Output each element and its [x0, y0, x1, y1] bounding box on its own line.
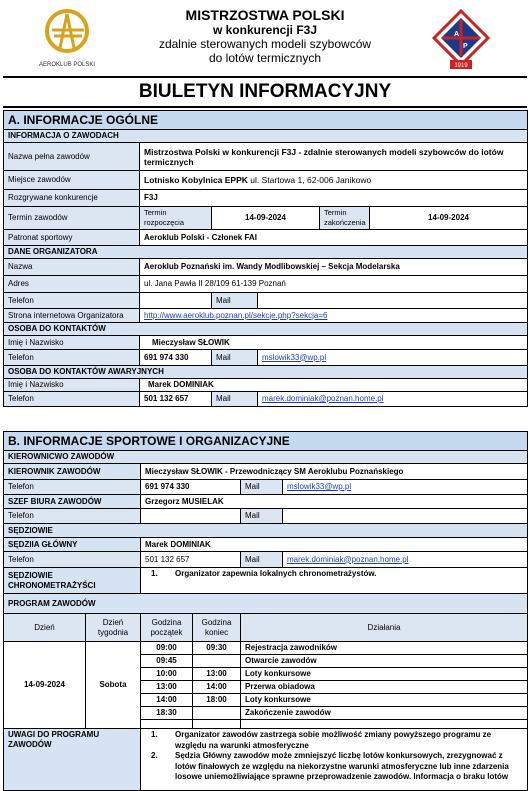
- program-day: 14-09-2024: [4, 642, 86, 729]
- full-name-value: Mistrzostwa Polski w konkurencji F3J - zdalnie sterowanych modeli szybowców do lotów termicznych: [140, 143, 528, 171]
- start-date-value: 14-09-2024: [212, 207, 320, 230]
- remarks-value: 1. Organizator zawodów zastrzega sobie możliwość zmiany powyższego programu ze względu na warunki atmosferyczne 2. Sędzia Główny zawodów może zmniejszyć liczbę lotów konkursowych, zrezygnować z lotów finałowych ze względu na niekorzystne warunki atmosferyczne lub inne zdarzenia losowe uniemożliwiające sprawne przeprowadzenie zawodów. Informacja o braku lotów: [141, 729, 528, 791]
- remarks-label: UWAGI DO PROGRAMU ZAWODÓW: [4, 729, 141, 791]
- program-row: [4, 642, 528, 655]
- title-line2: w konkurencji F3J: [212, 23, 318, 37]
- aeroklub-polski-logo: [32, 6, 102, 70]
- contact-name-label: Imię i Nazwisko: [4, 336, 140, 350]
- timekeepers-value: 1. Organizator zapewnia lokalnych chronometrażystów.: [141, 568, 528, 594]
- management-heading: KIEROWNICWO ZAWODÓW: [4, 451, 528, 464]
- patron-value: Aeroklub Polski - Członek FAI: [140, 230, 528, 246]
- competition-label: Rozgrywane konkurencje: [4, 190, 140, 207]
- chief-judge-value: Marek DOMINIAK: [141, 538, 528, 552]
- website-link[interactable]: http://www.aeroklub.poznan.pl/sekcje.php?sekcja=6: [144, 310, 328, 320]
- office-value: Grzegorz MUSIELAK: [141, 495, 528, 509]
- office-phone-value: [141, 509, 241, 524]
- svg-text:P: P: [463, 43, 468, 50]
- program-end: [193, 655, 241, 668]
- program-action: Otwarcie zawodów: [241, 655, 528, 668]
- program-action: Przerwa obiadowa: [241, 681, 528, 694]
- manager-value: Mieczysław SŁOWIK - Przewodniczący SM Aeroklubu Poznańskiego: [141, 464, 528, 480]
- section-a-title: A. INFORMACJE OGÓLNE: [4, 111, 528, 130]
- place-value: Lotnisko Kobylnica EPPK ul. Startowa 1, 62-006 Janikowo: [140, 171, 528, 190]
- date-label: Termin zawodów: [4, 207, 140, 230]
- office-label: SZEF BIURA ZAWODÓW: [4, 495, 141, 509]
- col-end: Godzina koniec: [193, 614, 241, 642]
- program-end: 14:00: [193, 681, 241, 694]
- program-start: 09:45: [141, 655, 193, 668]
- emergency-name-value: Marek DOMINIAK: [140, 379, 528, 392]
- club-emblem-logo: [430, 8, 492, 70]
- program-action: Rejestracja zawodników: [241, 642, 528, 655]
- manager-phone-value: 691 974 330: [141, 480, 241, 495]
- contact-mail-link[interactable]: mslowik33@wp.pl: [262, 352, 327, 362]
- org-name-label: Nazwa: [4, 259, 140, 276]
- chief-mail-label: Mail: [241, 552, 283, 568]
- program-end: 18:00: [193, 694, 241, 707]
- website-label: Strona internetowa Organizatora: [4, 309, 140, 323]
- program-action: Zakończenie zawodów: [241, 707, 528, 720]
- place-label: Miejsce zawodów: [4, 171, 140, 190]
- end-date-value: 14-09-2024: [370, 207, 528, 230]
- org-address-label: Adres: [4, 276, 140, 293]
- program-start: 13:00: [141, 681, 193, 694]
- chief-phone-label: Telefon: [4, 552, 141, 568]
- section-b-title: B. INFORMACJE SPORTOWE I ORGANIZACYJNE: [4, 432, 528, 451]
- office-mail-label: Mail: [241, 509, 283, 524]
- program-end: 09:30: [193, 642, 241, 655]
- page-header: [0, 0, 530, 76]
- full-name-label: Nazwa pełna zawodów: [4, 143, 140, 171]
- judges-heading: SĘDZIOWIE: [4, 524, 528, 538]
- title-line1: MISTRZOSTWA POLSKI: [185, 7, 345, 23]
- org-phone-label: Telefon: [4, 293, 140, 309]
- program-weekday: Sobota: [86, 642, 141, 729]
- contact-mail-label: Mail: [212, 350, 258, 366]
- col-start: Godzina początek: [141, 614, 193, 642]
- logo-caption: AEROKLUB POLSKI: [38, 62, 96, 68]
- section-a-table: [3, 110, 528, 407]
- manager-mail-label: Mail: [241, 480, 283, 495]
- program-start: 09:00: [141, 642, 193, 655]
- org-phone-value: [140, 293, 212, 309]
- svg-text:A: A: [454, 31, 460, 38]
- office-mail-value: [283, 509, 528, 524]
- contact-phone-value: 691 974 330: [140, 350, 212, 366]
- title-line4: do lotów termicznych: [208, 51, 322, 65]
- emergency-phone-label: Telefon: [4, 392, 140, 407]
- program-start: 10:00: [141, 668, 193, 681]
- emergency-mail-label: Mail: [212, 392, 258, 407]
- contact-name-value: Mieczysław SŁOWIK: [140, 336, 528, 350]
- contact-phone-label: Telefon: [4, 350, 140, 366]
- program-action: Loty konkursowe: [241, 668, 528, 681]
- col-day: Dzień: [4, 614, 86, 642]
- title-block: [110, 8, 420, 65]
- end-date-label: Termin zakończenia: [320, 207, 370, 230]
- timekeepers-label: SĘDZIOWIE CHRONOMETRAŻYŚCI: [4, 568, 141, 594]
- org-mail-value: [258, 293, 528, 309]
- emergency-phone-value: 501 132 657: [140, 392, 212, 407]
- program-heading: PROGRAM ZAWODÓW: [4, 594, 528, 614]
- title-line3: zdalnie sterowanych modeli szybowców: [158, 37, 372, 51]
- col-weekday: Dzień tygodnia: [86, 614, 141, 642]
- emergency-mail-link[interactable]: marek.dominiak@poznan.home.pl: [262, 394, 384, 403]
- office-phone-label: Telefon: [4, 509, 141, 524]
- org-name-value: Aeroklub Poznański im. Wandy Modlibowskiej – Sekcja Modelarska: [140, 259, 528, 276]
- manager-phone-label: Telefon: [4, 480, 141, 495]
- competition-value: F3J: [140, 190, 528, 207]
- emblem-year: 1919: [454, 63, 468, 69]
- bulletin-title: BIULETYN INFORMACYJNY: [3, 76, 527, 108]
- emergency-name-label: Imię i Nazwisko: [4, 379, 140, 392]
- patron-label: Patronat sportowy: [4, 230, 140, 246]
- chief-judge-label: SĘDZIIA GŁÓWNY: [4, 538, 141, 552]
- organizer-heading: DANE ORGANIZATORA: [4, 246, 528, 259]
- emergency-heading: OSOBA DO KONTAKTÓW AWARYJNYCH: [4, 366, 528, 379]
- program-end: 13:00: [193, 668, 241, 681]
- info-heading: INFORMACJA O ZAWODACH: [4, 130, 528, 143]
- manager-mail-link[interactable]: mslowik33@wp.pl: [287, 482, 352, 491]
- program-start: 14:00: [141, 694, 193, 707]
- chief-mail-link[interactable]: marek.dominiak@poznan.home.pl: [287, 554, 409, 564]
- org-mail-label: Mail: [212, 293, 258, 309]
- section-b-table: [3, 431, 528, 791]
- org-address-value: ul. Jana Pawła II 28/109 61-139 Poznań: [140, 276, 528, 293]
- col-action: Działania: [241, 614, 528, 642]
- program-start: 18:30: [141, 707, 193, 720]
- contact-heading: OSOBA DO KONTAKTÓW: [4, 323, 528, 336]
- manager-label: KIEROWNIK ZAWODÓW: [4, 464, 141, 480]
- chief-phone-value: 501 132 657: [141, 552, 241, 568]
- start-date-label: Termin rozpoczęcia: [140, 207, 212, 230]
- program-end: [193, 707, 241, 720]
- program-action: Loty konkursowe: [241, 694, 528, 707]
